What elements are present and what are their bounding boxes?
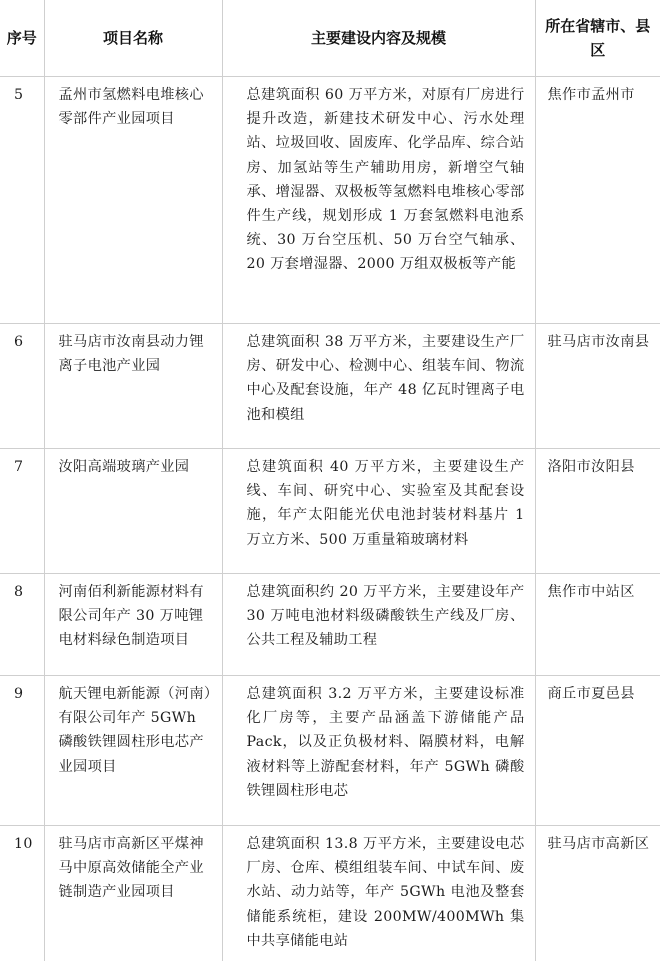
- row-content: 总建筑面积 40 万平方米，主要建设生产线、车间、研究中心、实验室及其配套设施，年产太阳能光伏电池封装材料基片 1 万立方米、500 万重量箱玻璃材料: [222, 449, 535, 574]
- row-location: 焦作市孟州市: [535, 77, 660, 324]
- header-content: 主要建设内容及规模: [222, 0, 535, 77]
- table-row: [0, 77, 660, 324]
- row-no: 9: [0, 676, 44, 826]
- header-row: [0, 0, 660, 77]
- table-header: [0, 0, 660, 77]
- row-no: 8: [0, 574, 44, 676]
- row-content: 总建筑面积 13.8 万平方米，主要建设电芯厂房、仓库、模组组装车间、中试车间、废水站、动力站等，年产 5GWh 电池及整套储能系统柜，建设 200MW/400MWh 集中共享储能电站: [222, 826, 535, 962]
- table-row: [0, 574, 660, 676]
- row-name: 驻马店市高新区平煤神马中原高效储能全产业链制造产业园项目: [44, 826, 222, 962]
- row-location: 洛阳市汝阳县: [535, 449, 660, 574]
- row-content: 总建筑面积 60 万平方米，对原有厂房进行提升改造，新建技术研发中心、污水处理站、垃圾回收、固废库、化学品库、综合站房、加氢站等生产辅助用房，新增空气轴承、增湿器、双极板等氢燃料电堆核心零部件生产线，规划形成 1 万套氢燃料电池系统、30 万台空压机、50 万台空气轴承、20 万套增湿器、2000 万组双极板等产能: [222, 77, 535, 324]
- row-content: 总建筑面积约 20 万平方米，主要建设年产 30 万吨电池材料级磷酸铁生产线及厂房、公共工程及辅助工程: [222, 574, 535, 676]
- row-name: 驻马店市汝南县动力锂离子电池产业园: [44, 324, 222, 449]
- row-location: 驻马店市汝南县: [535, 324, 660, 449]
- row-no: 7: [0, 449, 44, 574]
- row-content: 总建筑面积 38 万平方米，主要建设生产厂房、研发中心、检测中心、组装车间、物流中心及配套设施，年产 48 亿瓦时锂离子电池和模组: [222, 324, 535, 449]
- table-row: [0, 449, 660, 574]
- row-location: 商丘市夏邑县: [535, 676, 660, 826]
- table-body: [0, 77, 660, 962]
- row-content: 总建筑面积 3.2 万平方米，主要建设标准化厂房等，主要产品涵盖下游储能产品 Pack，以及正负极材料、隔膜材料，电解液材料等上游配套材料，年产 5GWh 磷酸铁锂圆柱形电芯: [222, 676, 535, 826]
- row-location: 焦作市中站区: [535, 574, 660, 676]
- row-location: 驻马店市高新区: [547, 836, 650, 852]
- row-name: 河南佰利新能源材料有限公司年产 30 万吨锂电材料绿色制造项目: [44, 574, 222, 676]
- row-no: 5: [0, 77, 44, 324]
- table-row: [0, 324, 660, 449]
- header-name: 项目名称: [44, 0, 222, 77]
- row-name: 航天锂电新能源（河南）有限公司年产 5GWh 磷酸铁锂圆柱形电芯产业园项目: [44, 676, 222, 826]
- table-row: [0, 826, 660, 962]
- row-name: 孟州市氢燃料电堆核心零部件产业园项目: [44, 77, 222, 324]
- row-no: 10: [0, 826, 44, 962]
- row-name: 汝阳高端玻璃产业园: [44, 449, 222, 574]
- row-no: 6: [0, 324, 44, 449]
- header-no: 序号: [0, 0, 44, 77]
- table-row: [0, 676, 660, 826]
- header-location: 所在省辖市、县区: [535, 0, 660, 77]
